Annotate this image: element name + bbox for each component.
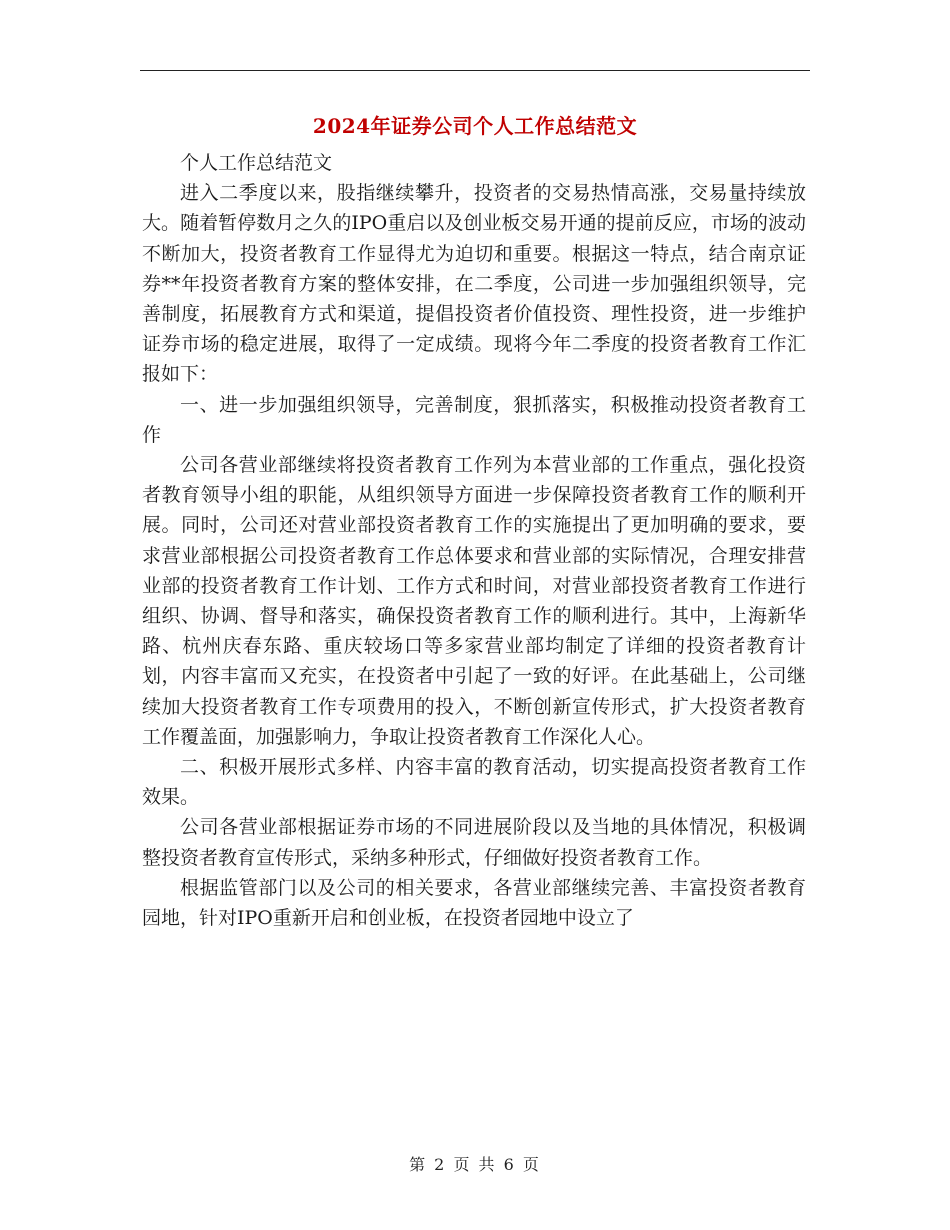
section-heading-1: 一、进一步加强组织领导，完善制度，狠抓落实，积极推动投资者教育工作 bbox=[142, 393, 806, 446]
document-body bbox=[142, 148, 806, 933]
page-number: 第 2 页 共 6 页 bbox=[409, 1155, 541, 1174]
paragraph: 根据监管部门以及公司的相关要求，各营业部继续完善、丰富投资者教育园地，针对IPO重新开启和创业板，在投资者园地中设立了 bbox=[142, 876, 806, 930]
paragraph: 公司各营业部根据证券市场的不同进展阶段以及当地的具体情况，积极调整投资者教育宣传形式，采纳多种形式，仔细做好投资者教育工作。 bbox=[142, 816, 806, 869]
document-title: 2024年证券公司个人工作总结范文 bbox=[312, 114, 638, 138]
header-rule bbox=[140, 70, 810, 71]
paragraph-subtitle: 个人工作总结范文 bbox=[180, 152, 333, 174]
section-heading-2: 二、积极开展形式多样、内容丰富的教育活动，切实提高投资者教育工作效果。 bbox=[142, 756, 806, 809]
paragraph: 进入二季度以来，股指继续攀升，投资者的交易热情高涨，交易量持续放大。随着暂停数月之久的IPO重启以及创业板交易开通的提前反应，市场的波动不断加大，投资者教育工作显得尤为迫切和重要。根据这一特点，结合南京证券**年投资者教育方案的整体安排，在二季度，公司进一步加强组织领导，完善制度，拓展教育方式和渠道，提倡投资者价值投资、理性投资，进一步维护证券市场的稳定进展，取得了一定成绩。现将今年二季度的投资者教育工作汇报如下： bbox=[142, 182, 806, 386]
paragraph: 公司各营业部继续将投资者教育工作列为本营业部的工作重点，强化投资者教育领导小组的职能，从组织领导方面进一步保障投资者教育工作的顺利开展。同时，公司还对营业部投资者教育工作的实施提出了更加明确的要求，要求营业部根据公司投资者教育工作总体要求和营业部的实际情况，合理安排营业部的投资者教育工作计划、工作方式和时间，对营业部投资者教育工作进行组织、协调、督导和落实，确保投资者教育工作的顺利进行。其中，上海新华路、杭州庆春东路、重庆较场口等多家营业部均制定了详细的投资者教育计划，内容丰富而又充实，在投资者中引起了一致的好评。在此基础上，公司继续加大投资者教育工作专项费用的投入，不断创新宣传形式，扩大投资者教育工作覆盖面，加强影响力，争取让投资者教育工作深化人心。 bbox=[142, 454, 806, 748]
